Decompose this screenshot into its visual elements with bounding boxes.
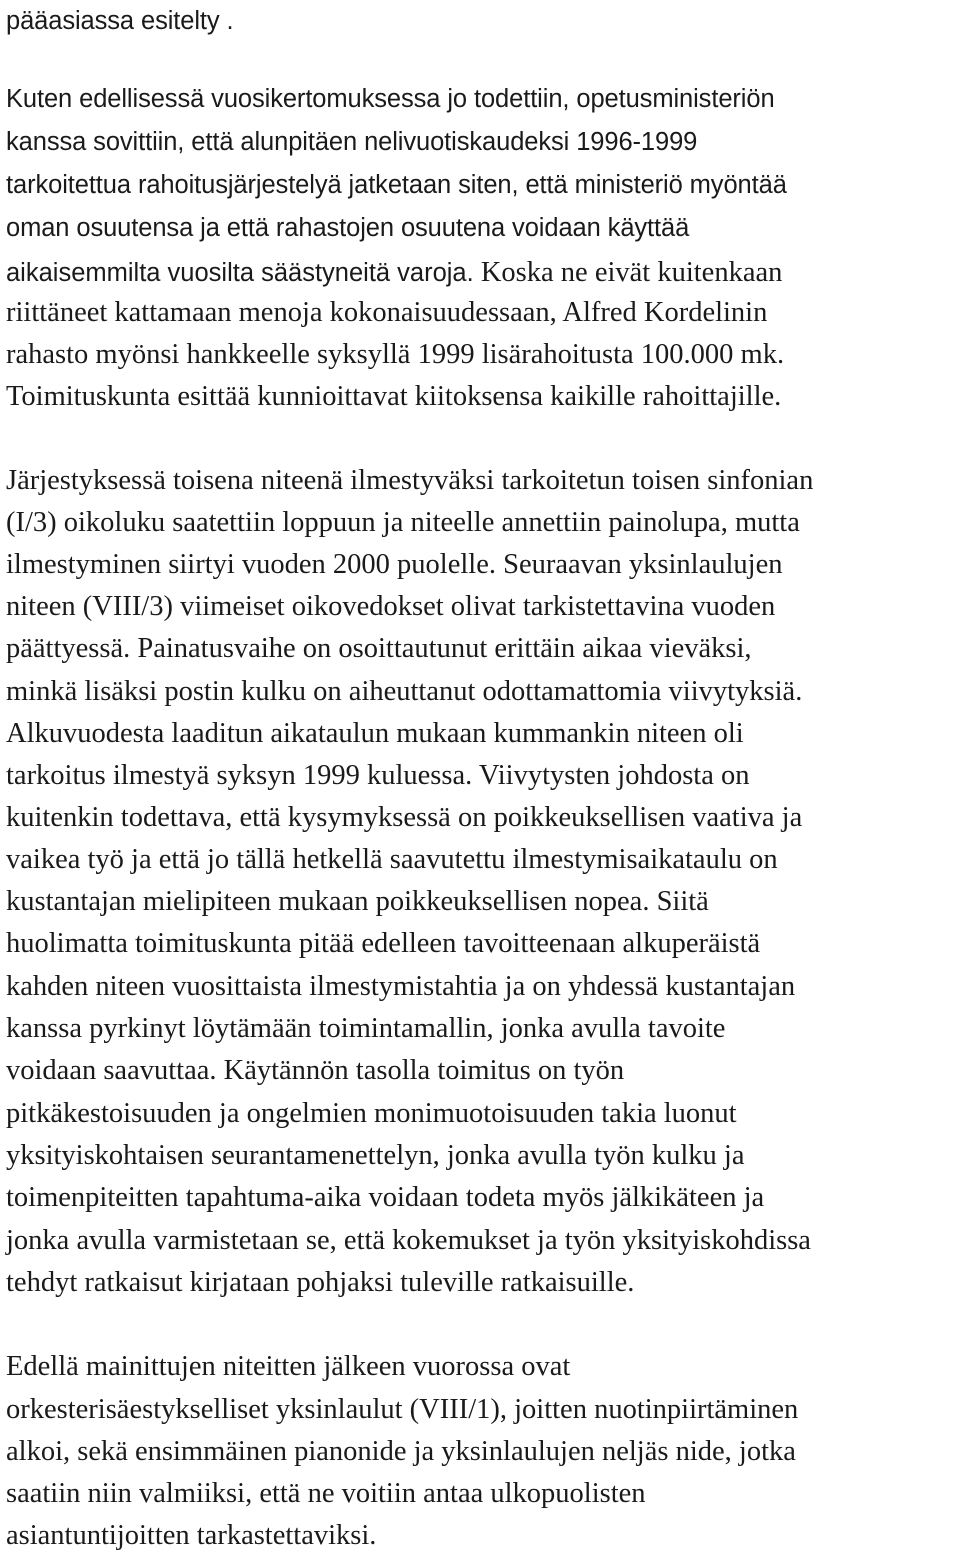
text-line: Alkuvuodesta laaditun aikataulun mukaan kummankin niteen oli	[6, 718, 744, 749]
text-line: tarkoitettua rahoitusjärjestelyä jatketaan siten, että ministeriö myöntää	[6, 171, 787, 199]
text-line: kanssa pyrkinyt löytämään toimintamallin, jonka avulla tavoite	[6, 1013, 726, 1044]
text-line: asiantuntijoitten tarkastettaviksi.	[6, 1520, 377, 1551]
text-line: kanssa sovittiin, että alunpitäen nelivuotiskaudeksi 1996-1999	[6, 128, 698, 156]
text-line: riittäneet kattamaan menoja kokonaisuudessaan, Alfred Kordelinin	[6, 297, 768, 328]
text-line: tarkoitus ilmestyä syksyn 1999 kuluessa. Viivytysten johdosta on	[6, 760, 750, 791]
text-line: Edellä mainittujen niteitten jälkeen vuorossa ovat	[6, 1351, 571, 1382]
text-line: yksityiskohtaisen seurantamenettelyn, jonka avulla työn kulku ja	[6, 1140, 745, 1171]
text-line: Järjestyksessä toisena niteenä ilmestyväksi tarkoitetun toisen sinfonian	[6, 465, 814, 496]
text-line: tehdyt ratkaisut kirjataan pohjaksi tuleville ratkaisuille.	[6, 1267, 635, 1298]
text-line: (I/3) oikoluku saatettiin loppuun ja niteelle annettiin painolupa, mutta	[6, 507, 800, 538]
text-line: jonka avulla varmistetaan se, että kokemukset ja työn yksityiskohdissa	[6, 1225, 811, 1256]
text-line: vaikea työ ja että jo tällä hetkellä saavutettu ilmestymisaikataulu on	[6, 844, 778, 875]
text-line: toimenpiteitten tapahtuma-aika voidaan todeta myös jälkikäteen ja	[6, 1182, 765, 1213]
text-segment: aikaisemmilta vuosilta säästyneitä varoja.	[6, 259, 474, 287]
text-segment: Koska ne eivät kuitenkaan	[473, 257, 783, 288]
text-line: Toimituskunta esittää kunnioittavat kiitoksensa kaikille rahoittajille.	[6, 381, 782, 412]
text-line: huolimatta toimituskunta pitää edelleen tavoitteenaan alkuperäistä	[6, 928, 761, 959]
text-line: oman osuutensa ja että rahastojen osuutena voidaan käyttää	[6, 214, 690, 242]
text-line: kustantajan mielipiteen mukaan poikkeuksellisen nopea. Siitä	[6, 886, 709, 917]
text-line: voidaan saavuttaa. Käytännön tasolla toimitus on työn	[6, 1055, 625, 1086]
text-line: pitkäkestoisuuden ja ongelmien monimuotoisuuden takia luonut	[6, 1098, 737, 1129]
text-line: saatiin niin valmiiksi, että ne voitiin antaa ulkopuolisten	[6, 1478, 646, 1509]
text-line: alkoi, sekä ensimmäinen pianonide ja yksinlaulujen neljäs nide, jotka	[6, 1436, 796, 1467]
text-line: niteen (VIII/3) viimeiset oikovedokset olivat tarkistettavina vuoden	[6, 591, 776, 622]
text-line: orkesterisäestykselliset yksinlaulut (VIII/1), joitten nuotinpiirtäminen	[6, 1394, 799, 1425]
text-line: kuitenkin todettava, että kysymyksessä on poikkeuksellisen vaativa ja	[6, 802, 803, 833]
text-line: pääasiassa esitelty .	[6, 7, 234, 35]
text-line: minkä lisäksi postin kulku on aiheuttanut odottamattomia viivytyksiä.	[6, 676, 803, 707]
text-line: Kuten edellisessä vuosikertomuksessa jo todettiin, opetusministeriön	[6, 85, 775, 113]
text-line: ilmestyminen siirtyi vuoden 2000 puolelle. Seuraavan yksinlaulujen	[6, 549, 783, 580]
text-line: kahden niteen vuosittaista ilmestymistahtia ja on yhdessä kustantajan	[6, 971, 796, 1002]
text-line: rahasto myönsi hankkeelle syksyllä 1999 lisärahoitusta 100.000 mk.	[6, 339, 785, 370]
text-line: päättyessä. Painatusvaihe on osoittautunut erittäin aikaa vieväksi,	[6, 633, 752, 664]
text-line-mixed	[6, 250, 782, 293]
